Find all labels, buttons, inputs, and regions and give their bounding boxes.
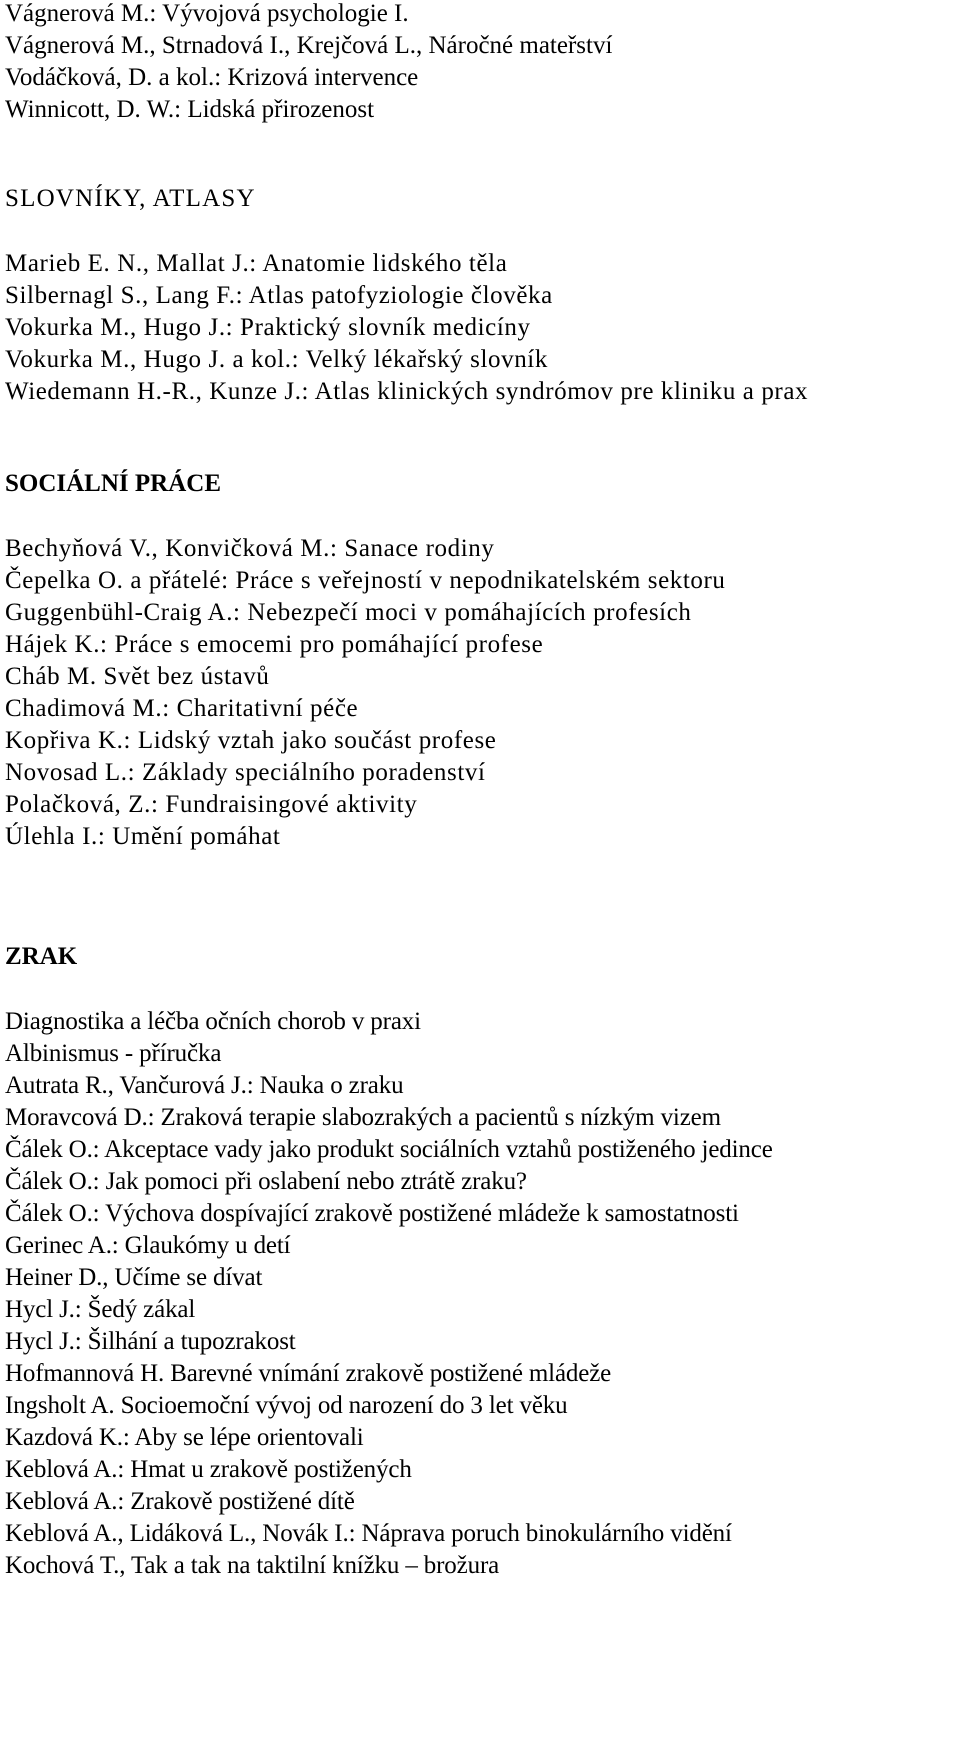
list-item: Guggenbühl-Craig A.: Nebezpečí moci v pomáhajících profesích bbox=[5, 599, 692, 626]
section-heading-social-work: SOCIÁLNÍ PRÁCE bbox=[5, 470, 222, 497]
list-item: Vokurka M., Hugo J.: Praktický slovník medicíny bbox=[5, 314, 531, 341]
section-heading-vision: ZRAK bbox=[5, 943, 78, 970]
list-item: Kazdová K.: Aby se lépe orientovali bbox=[5, 1424, 364, 1451]
social-work-list bbox=[5, 533, 726, 853]
list-item: Chadimová M.: Charitativní péče bbox=[5, 695, 359, 722]
list-item: Polačková, Z.: Fundraisingové aktivity bbox=[5, 791, 418, 818]
list-item: Vodáčková, D. a kol.: Krizová intervence bbox=[5, 64, 419, 91]
list-item: Wiedemann H.-R., Kunze J.: Atlas klinických syndrómov pre kliniku a prax bbox=[5, 378, 809, 405]
list-item: Keblová A.: Zrakově postižené dítě bbox=[5, 1488, 355, 1515]
section-heading-dictionaries: SLOVNÍKY, ATLASY bbox=[5, 185, 256, 212]
list-item: Gerinec A.: Glaukómy u detí bbox=[5, 1232, 291, 1259]
list-item: Čálek O.: Výchova dospívající zrakově postižené mládeže k samostatnosti bbox=[5, 1200, 739, 1227]
list-item: Úlehla I.: Umění pomáhat bbox=[5, 823, 281, 850]
list-item: Cháb M. Svět bez ústavů bbox=[5, 663, 270, 690]
list-item: Hájek K.: Práce s emocemi pro pomáhající profese bbox=[5, 631, 544, 658]
list-item: Winnicott, D. W.: Lidská přirozenost bbox=[5, 96, 375, 123]
vision-list bbox=[5, 1006, 773, 1582]
list-item: Moravcová D.: Zraková terapie slabozrakých a pacientů s nízkým vizem bbox=[5, 1104, 721, 1131]
list-item: Heiner D., Učíme se dívat bbox=[5, 1264, 263, 1291]
list-item: Bechyňová V., Konvičková M.: Sanace rodiny bbox=[5, 535, 495, 562]
dictionaries-list bbox=[5, 248, 808, 408]
list-item: Hycl J.: Šilhání a tupozrakost bbox=[5, 1328, 296, 1355]
list-item: Čepelka O. a přátelé: Práce s veřejností v nepodnikatelském sektoru bbox=[5, 567, 726, 594]
list-item: Kochová T., Tak a tak na taktilní knížku – brožura bbox=[5, 1552, 500, 1579]
list-item: Marieb E. N., Mallat J.: Anatomie lidského těla bbox=[5, 250, 508, 277]
list-item: Hofmannová H. Barevné vnímání zrakově postižené mládeže bbox=[5, 1360, 612, 1387]
list-item: Čálek O.: Jak pomoci při oslabení nebo ztrátě zraku? bbox=[5, 1168, 527, 1195]
list-item: Albinismus - příručka bbox=[5, 1040, 222, 1067]
list-item: Hycl J.: Šedý zákal bbox=[5, 1296, 196, 1323]
list-item: Autrata R., Vančurová J.: Nauka o zraku bbox=[5, 1072, 404, 1099]
list-item: Vokurka M., Hugo J. a kol.: Velký lékařský slovník bbox=[5, 346, 548, 373]
list-item: Vágnerová M.: Vývojová psychologie I. bbox=[5, 0, 409, 27]
list-item: Diagnostika a léčba očních chorob v praxi bbox=[5, 1008, 421, 1035]
list-item: Novosad L.: Základy speciálního poradenství bbox=[5, 759, 486, 786]
list-item: Kopřiva K.: Lidský vztah jako součást profese bbox=[5, 727, 497, 754]
list-item: Keblová A.: Hmat u zrakově postižených bbox=[5, 1456, 412, 1483]
list-item: Čálek O.: Akceptace vady jako produkt sociálních vztahů postiženého jedince bbox=[5, 1136, 773, 1163]
list-item: Keblová A., Lidáková L., Novák I.: Náprava poruch binokulárního vidění bbox=[5, 1520, 732, 1547]
list-item: Vágnerová M., Strnadová I., Krejčová L., Náročné mateřství bbox=[5, 32, 613, 59]
top-list bbox=[5, 0, 612, 126]
list-item: Silbernagl S., Lang F.: Atlas patofyziologie člověka bbox=[5, 282, 553, 309]
list-item: Ingsholt A. Socioemoční vývoj od narození do 3 let věku bbox=[5, 1392, 568, 1419]
